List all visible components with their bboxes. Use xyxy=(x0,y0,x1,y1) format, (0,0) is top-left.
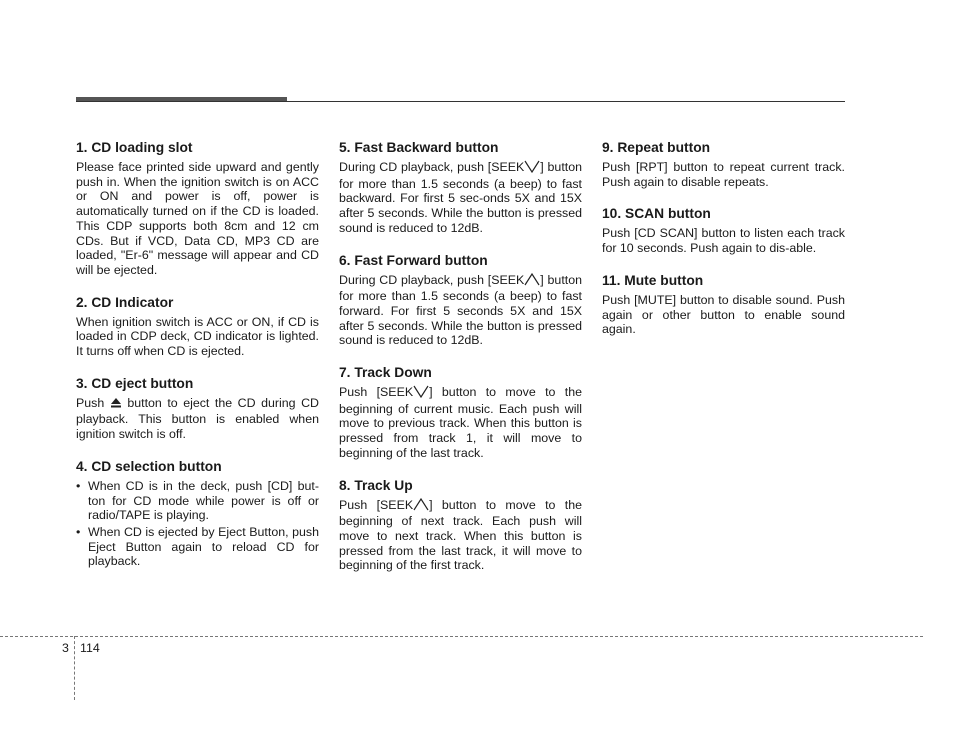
section-body: Push [RPT] button to repeat current track. Push again to disable repeats. xyxy=(602,160,845,189)
section-title: 5. Fast Backward button xyxy=(339,140,499,155)
section-body xyxy=(339,273,582,349)
section-cd-loading-slot xyxy=(76,139,319,278)
chapter-number: 3 xyxy=(62,641,69,655)
column-3 xyxy=(602,139,845,353)
bullet-item: • When CD is ejected by Eject Button, push Eject Button again to reload CD for playback. xyxy=(76,525,319,569)
seek-down-icon xyxy=(413,385,429,402)
body-post: ] button to move to the beginning of next track. Each push will move to next track. When this button is pressed from the last track, it will move to beginning of the first track. xyxy=(339,497,583,573)
seek-down-icon xyxy=(524,160,540,177)
section-track-up xyxy=(339,477,582,574)
section-fast-backward xyxy=(339,139,582,236)
column-1 xyxy=(76,139,319,585)
footer-dashed-divider xyxy=(74,636,75,700)
body-post: ] button for more than 1.5 seconds (a beep) to fast forward. For first 5 seconds 5X and 15X after 5 seconds. While the button is pressed sound is reduced to 12dB. xyxy=(339,272,582,348)
section-body xyxy=(339,160,582,236)
section-title: 3. CD eject button xyxy=(76,375,194,391)
section-cd-indicator xyxy=(76,294,319,359)
section-cd-eject-button xyxy=(76,375,319,442)
body-pre: Push [SEEK xyxy=(339,497,414,512)
section-title: 8. Track Up xyxy=(339,477,413,493)
body-pre: During CD playback, push [SEEK xyxy=(339,160,525,174)
section-title: 11. Mute button xyxy=(602,272,704,288)
eject-icon xyxy=(110,397,122,413)
section-title: 9. Repeat button xyxy=(602,140,711,155)
section-track-down xyxy=(339,364,582,461)
body-post: button to eject the CD during CD playback. This button is enabled when ignition switch is off. xyxy=(76,395,319,442)
seek-up-icon xyxy=(524,273,540,290)
section-title: 4. CD selection button xyxy=(76,458,222,474)
section-repeat-button xyxy=(602,139,845,189)
bullet-item: • When CD is in the deck, push [CD] but-ton for CD mode while power is off or radio/TAPE is playing. xyxy=(76,479,319,523)
body-pre: During CD playback, push [SEEK xyxy=(339,272,525,287)
section-body: Please face printed side upward and gently push in. When the ignition switch is on ACC or ON and power is off, power is automatically turned on if the CD is loaded. This CDP supports both 8cm and 12 cm CDs. But if VCD, Data CD, MP3 CD are loaded, "Er-6" message will appear and CD will be ejected. xyxy=(76,160,319,277)
body-post: ] button for more than 1.5 seconds (a beep) to fast backward. For first 5 sec-onds 5X and 15X after 5 seconds. While the button is pressed sound is reduced to 12dB. xyxy=(339,160,582,235)
section-body xyxy=(339,498,582,574)
section-fast-forward xyxy=(339,252,582,349)
body-pre: Push xyxy=(76,395,105,410)
section-title: 10. SCAN button xyxy=(602,206,711,222)
section-title: 1. CD loading slot xyxy=(76,140,193,155)
header-rule-thin xyxy=(76,101,845,102)
section-title: 7. Track Down xyxy=(339,365,432,381)
section-title: 6. Fast Forward button xyxy=(339,252,488,268)
body-pre: Push [SEEK xyxy=(339,385,414,400)
section-title: 2. CD Indicator xyxy=(76,294,174,310)
section-body: Push [MUTE] button to disable sound. Push again or other button to enable sound again. xyxy=(602,292,845,337)
body-post: ] button to move to the beginning of current music. Each push will move to previous track. When this button is pressed from track 1, it will move to beginning of the last track. xyxy=(339,385,583,460)
section-body xyxy=(76,396,319,442)
footer-dashed-rule xyxy=(0,636,923,637)
section-cd-selection-button xyxy=(76,458,319,569)
seek-up-icon xyxy=(413,498,429,515)
bullet-list xyxy=(76,479,319,569)
column-2 xyxy=(339,139,582,589)
section-mute-button xyxy=(602,272,845,337)
section-body: Push [CD SCAN] button to listen each track for 10 seconds. Push again to dis-able. xyxy=(602,226,845,256)
section-body xyxy=(339,385,582,461)
section-body: When ignition switch is ACC or ON, if CD is loaded in CDP deck, CD indicator is lighted. It turns off when CD is ejected. xyxy=(76,314,319,359)
page-number: 114 xyxy=(80,641,100,655)
section-scan-button xyxy=(602,205,845,255)
